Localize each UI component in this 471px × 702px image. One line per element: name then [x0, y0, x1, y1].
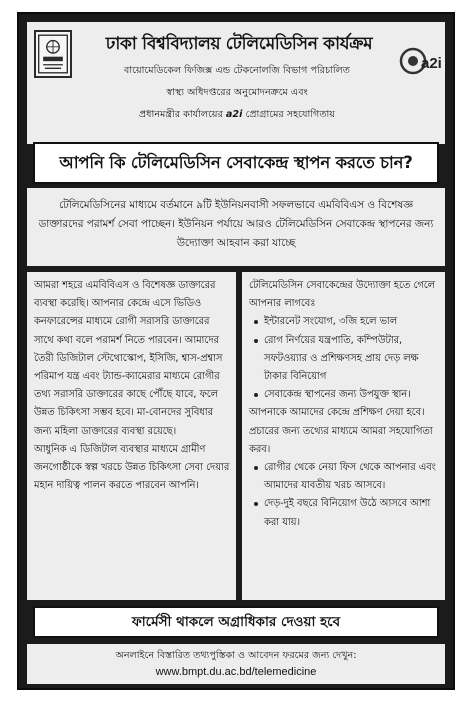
question-banner: আপনি কি টেলিমেডিসিন সেবাকেন্দ্র স্থাপন করতে চান?	[33, 142, 439, 184]
advertisement	[17, 12, 455, 690]
benefits-list	[249, 459, 439, 532]
requirements-list	[249, 313, 439, 404]
requirements-heading: টেলিমেডিসিন সেবাকেন্দ্রের উদ্যোক্তা হতে গেলে আপনার লাগবেঃ	[249, 280, 435, 310]
subtitle-approval: স্বাস্থ্য অধিদপ্তরের অনুমোদনক্রমে এবং	[166, 87, 308, 98]
list-item: সেবাকেন্দ্র স্থাপনের জন্য উপযুক্ত স্থান।	[249, 386, 439, 404]
footer-section	[27, 644, 445, 684]
subtitle-support-suffix: প্রোগ্রামের সহযোগিতায়	[245, 109, 335, 120]
university-seal-icon	[36, 32, 70, 76]
subtitle-support	[67, 108, 407, 123]
list-item: রোগ নির্ণয়ের যন্ত্রপাতি, কম্পিউটার, সফটওয়্যার ও প্রশিক্ষণসহ প্রায় দেড় লক্ষ টাকার বিনিয়োগ	[249, 332, 439, 387]
priority-banner: ফার্মেসী থাকলে অগ্রাধিকার দেওয়া হবে	[33, 606, 439, 638]
left-column	[27, 272, 236, 600]
intro-paragraph: টেলিমেডিসিনের মাধ্যমে বর্তমানে ৯টি ইউনিয়নবাসী সফলভাবে এমবিবিএস ও বিশেষজ্ঞ ডাক্তারদের পরামর্শ সেবা পাচ্ছেন। ইউনিয়ন পর্যায়ে আরও টেলিমেডিসিন সেবাকেন্দ্র স্থাপনের জন্য উদ্যোক্তা আহবান করা যাচ্ছে	[27, 188, 445, 266]
list-item: দেড়-দুই বছরে বিনিয়োগ উঠে আসবে আশা করা যায়।	[249, 495, 439, 531]
subtitle-support-prefix: প্রধানমন্ত্রীর কার্যালয়ের	[139, 109, 223, 120]
training-paragraph: আপনাকে আমাদের কেন্দ্রে প্রশিক্ষণ দেয়া হবে। প্রচারের জন্য তথ্যের মাধ্যমে আমরা সহযোগিতা করব।	[249, 407, 433, 455]
header-section	[27, 22, 445, 144]
website-link[interactable]: www.bmpt.du.ac.bd/telemedicine	[155, 666, 317, 678]
service-closing: আধুনিক এ ডিজিটাল ব্যবস্থার মাধ্যমে গ্রামীণ জনগোষ্ঠীকে স্বল্প খরচে উন্নত চিকিৎসা সেবা দেয়ার মহান দায়িত্ব পালন করতে পারবেন আপনি।	[34, 443, 230, 492]
subtitle-department: বায়োমেডিকেল ফিজিক্স এন্ড টেকনোলজি বিভাগ পরিচালিত	[123, 65, 350, 76]
right-column	[242, 272, 445, 600]
service-description: আমরা শহরে এমবিবিএস ও বিশেষজ্ঞ ডাক্তারের ব্যবস্থা করেছি। আপনার কেন্দ্রে এসে ভিডিও কনফারেন্সের মাধ্যমে রোগী সরাসরি ডাক্তারের সাথে কথা বলে পরামর্শ নিতে পারবেন। আমাদের তৈরী ডিজিটাল স্টেথোস্কোপ, ইসিজি, শ্বাস-প্রশ্বাস পরিমাপ যন্ত্র এবং ট্যান্ড-ক্যামেরার মাধ্যমে রোগীর তথ্য সরাসরি ডাক্তারের কাছে পৌঁছে যাবে, ফলে উন্নত চিকিৎসা সম্ভব হবে। মা-বোনদের সুবিধার জন্য মহিলা ডাক্তারের ব্যবস্থা রয়েছে।	[34, 280, 223, 437]
subtitle-support-brand: a2i	[225, 109, 243, 120]
program-title: ঢাকা বিশ্ববিদ্যালয় টেলিমেডিসিন কার্যক্রম	[105, 34, 373, 54]
footer-text: অনলাইনে বিস্তারিত তথ্যপুস্তিকা ও আবেদন ফরমের জন্য দেখুন:	[115, 650, 357, 661]
list-item: রোগীর থেকে নেয়া ফিস থেকে আপনার এবং আমাদের যাবতীয় খরচ আসবে।	[249, 459, 439, 495]
list-item: ইন্টারনেট সংযোগ, ৩জি হলে ভাল	[249, 313, 439, 331]
a2i-logo-text: a2i	[421, 55, 442, 72]
